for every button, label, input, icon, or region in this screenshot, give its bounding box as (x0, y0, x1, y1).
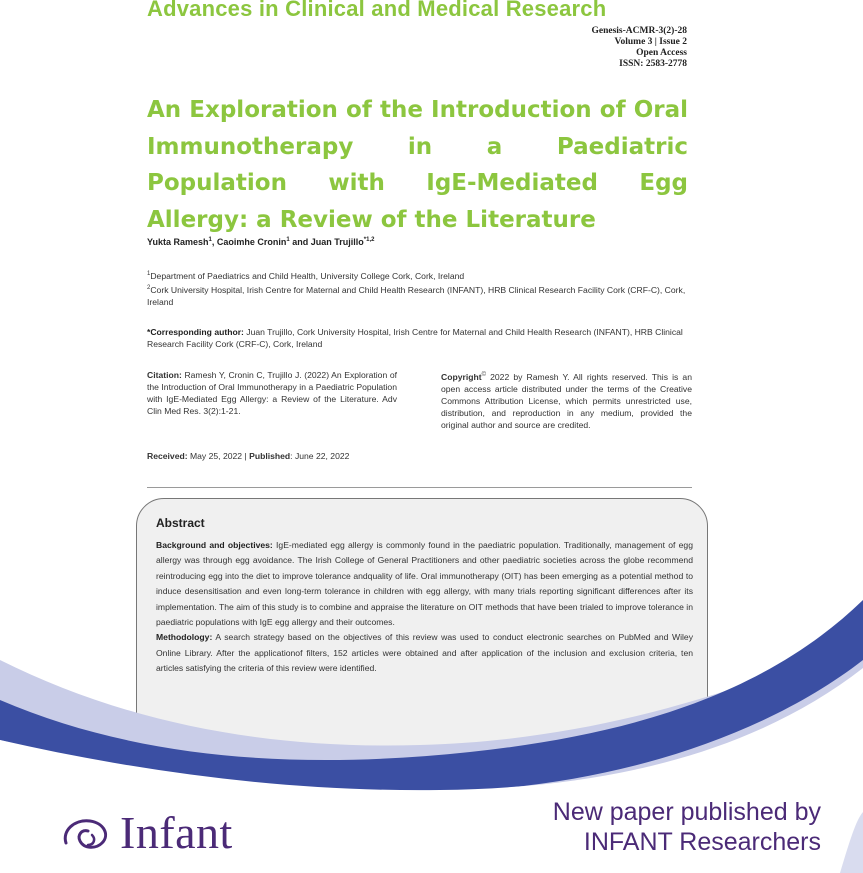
methodology-label: Methodology: (156, 632, 213, 643)
journal-title: Advances in Clinical and Medical Research (147, 0, 607, 21)
copyright-symbol: © (481, 372, 486, 378)
corresponding-label: *Corresponding author: (147, 327, 244, 337)
methodology-text: A search strategy based on the objectives of this review was used to conduct electronic searches on PubMed and Wiley Online Library. After the applicationof filters, 152 articles were obtained and after application of the inclusion and exclusion criteria, ten articles satisfying the criteria of this review were identified. (156, 632, 693, 674)
citation-label: Citation: (147, 370, 182, 380)
corresponding-text: Juan Trujillo, Cork University Hospital, Irish Centre for Maternal and Child Health Research (INFANT), HRB Clinical Research Facility Cork (CRF-C), Cork, Ireland (147, 327, 683, 349)
author-separator: and (289, 237, 311, 247)
received-label: Received: (147, 451, 188, 461)
affiliation-mark: 2 (147, 284, 151, 291)
announcement-tagline (553, 797, 821, 857)
author-affiliation-mark: 1 (286, 237, 290, 243)
author-affiliation-mark: 1 (208, 237, 212, 243)
logo-wordmark: Infant (120, 807, 233, 858)
copyright-label: Copyright (441, 371, 482, 382)
issn: ISSN: 2583-2778 (619, 59, 687, 69)
author-name: Caoimhe Cronin (216, 237, 287, 247)
article-id: Genesis-ACMR-3(2)-28 (591, 26, 687, 36)
affiliation-text: Cork University Hospital, Irish Centre for Maternal and Child Health Research (INFANT), HRB Clinical Research Facility Cork (CRF-C), Cork, Ireland (147, 284, 686, 307)
volume-issue: Volume 3 | Issue 2 (614, 37, 687, 47)
author-affiliation-mark: *1,2 (363, 237, 375, 243)
background-text: IgE-mediated egg allergy is commonly found in the paediatric population. Traditionally, management of egg allergy was through egg avoidance. The Irish College of General Practitioners and other paediatric societies across the globe recommend reintroducing egg into the diet to improve tolerance andquality of life. Oral immunotherapy (OIT) has been emerging as a potential method to induce desensitisation and even long-term tolerance in children with egg allergy, with many trials reporting significant differences after its implementation. The aim of this study is to combine and appraise the literature on OIT methods that have been trialed to improve tolerance in paediatric populations with IgE egg allergy and their outcomes. (156, 540, 693, 628)
affiliation-mark: 1 (147, 271, 151, 277)
author-separator: , (211, 237, 217, 247)
published-label: Published (249, 451, 291, 461)
citation-text: Ramesh Y, Cronin C, Trujillo J. (2022) An Exploration of the Introduction of Oral Immunotherapy in a Paediatric Population with IgE-Mediated Egg Allergy: a Review of the Literature. Adv Clin Med Res. 3(2):1-21. (147, 370, 397, 416)
copyright-text: 2022 by Ramesh Y. All rights reserved. This is an open access article distributed under the terms of the Creative Commons Attribution License, which permits unrestricted use, distribution, and reproduction in any medium, provided the original author and source are credited. (441, 371, 692, 430)
open-access-label: Open Access (636, 48, 687, 58)
published-date: : June 22, 2022 (290, 451, 350, 461)
background-label: Background and objectives: (156, 540, 273, 550)
tagline-line-1: New paper published by (552, 798, 821, 826)
author-name: Yukta Ramesh (147, 237, 209, 247)
author-name: Juan Trujillo (310, 237, 364, 247)
tagline-line-2: INFANT Researchers (583, 828, 821, 856)
infant-swirl-icon (58, 813, 118, 853)
abstract-heading: Abstract (156, 516, 205, 530)
received-date: May 25, 2022 | (187, 451, 250, 461)
article-title: An Exploration of the Introduction of Oral Immunotherapy in a Paediatric Population with IgE-Mediated Egg Allergy: a Review of the Literature (147, 97, 688, 233)
affiliation-text: Department of Paediatrics and Child Health, University College Cork, Cork, Ireland (150, 270, 465, 281)
infant-logo (58, 808, 233, 858)
